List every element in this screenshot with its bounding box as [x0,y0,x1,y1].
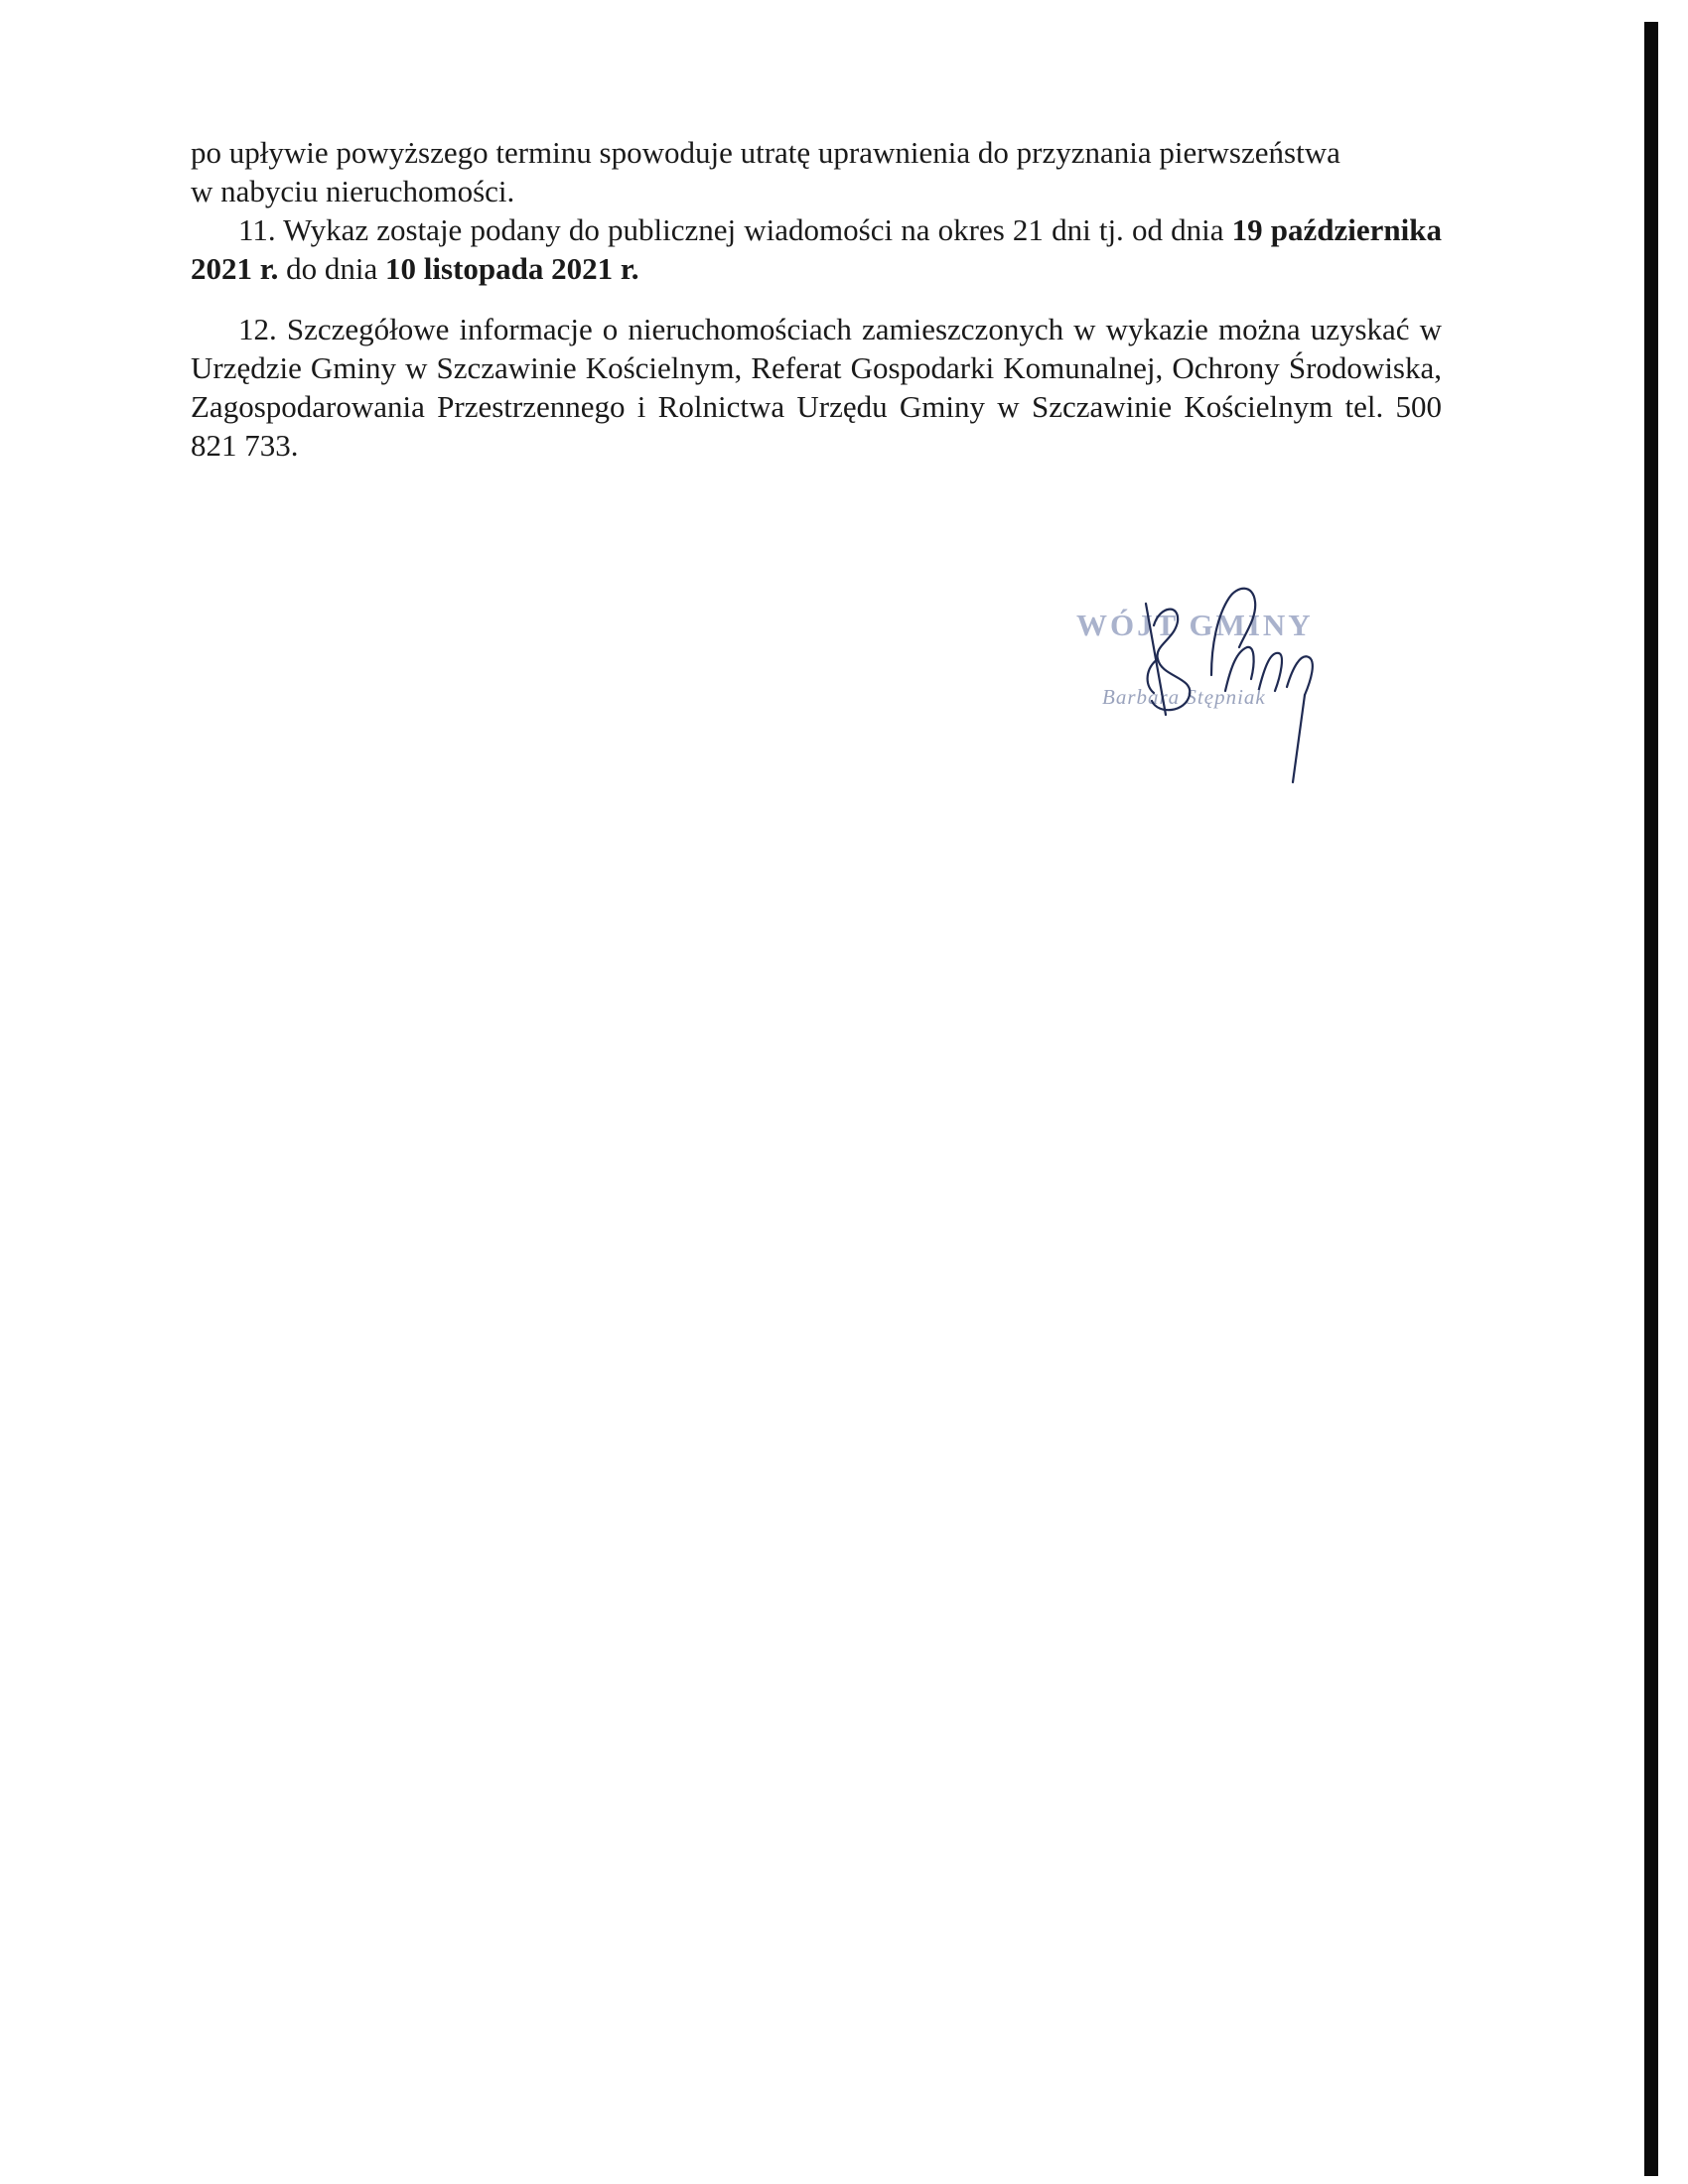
document-body [191,133,1442,465]
stamp-title: WÓJT GMINY [1076,608,1314,642]
paragraph-12: 12. Szczegółowe informacje o nieruchomościach zamieszczonych w wykazie można uzyskać w Urzędzie Gminy w Szczawinie Kościelnym, Referat Gospodarki Komunalnej, Ochrony Środowiska, Zagospodarowania Przestrzennego i Rolnictwa Urzędu Gminy w Szczawinie Kościelnym tel. 500 821 733. [191,312,1442,463]
stamp-name: Barbara Stępniak [1102,685,1266,709]
paragraph-continuation [191,133,1442,210]
paragraph-continuation-line-1: po upływie powyższego terminu spowoduje utratę uprawnienia do przyznania pierwszeństwa [191,135,1340,170]
handwritten-signature [1062,556,1350,794]
official-stamp [1062,556,1350,794]
paragraph-continuation-line-2: w nabyciu nieruchomości. [191,174,515,208]
paragraph-11-to-date: 10 listopada 2021 r. [385,251,639,286]
paragraph-11-from-date: 19 października 2021 r. [191,212,1442,286]
paragraph-11-intro: 11. Wykaz zostaje podany do publicznej wiadomości na okres 21 dni tj. od dnia [238,212,1232,247]
paragraph-11 [191,210,1442,288]
scan-edge-bar [1644,22,1658,2176]
paragraph-11-mid: do dnia [278,251,386,286]
